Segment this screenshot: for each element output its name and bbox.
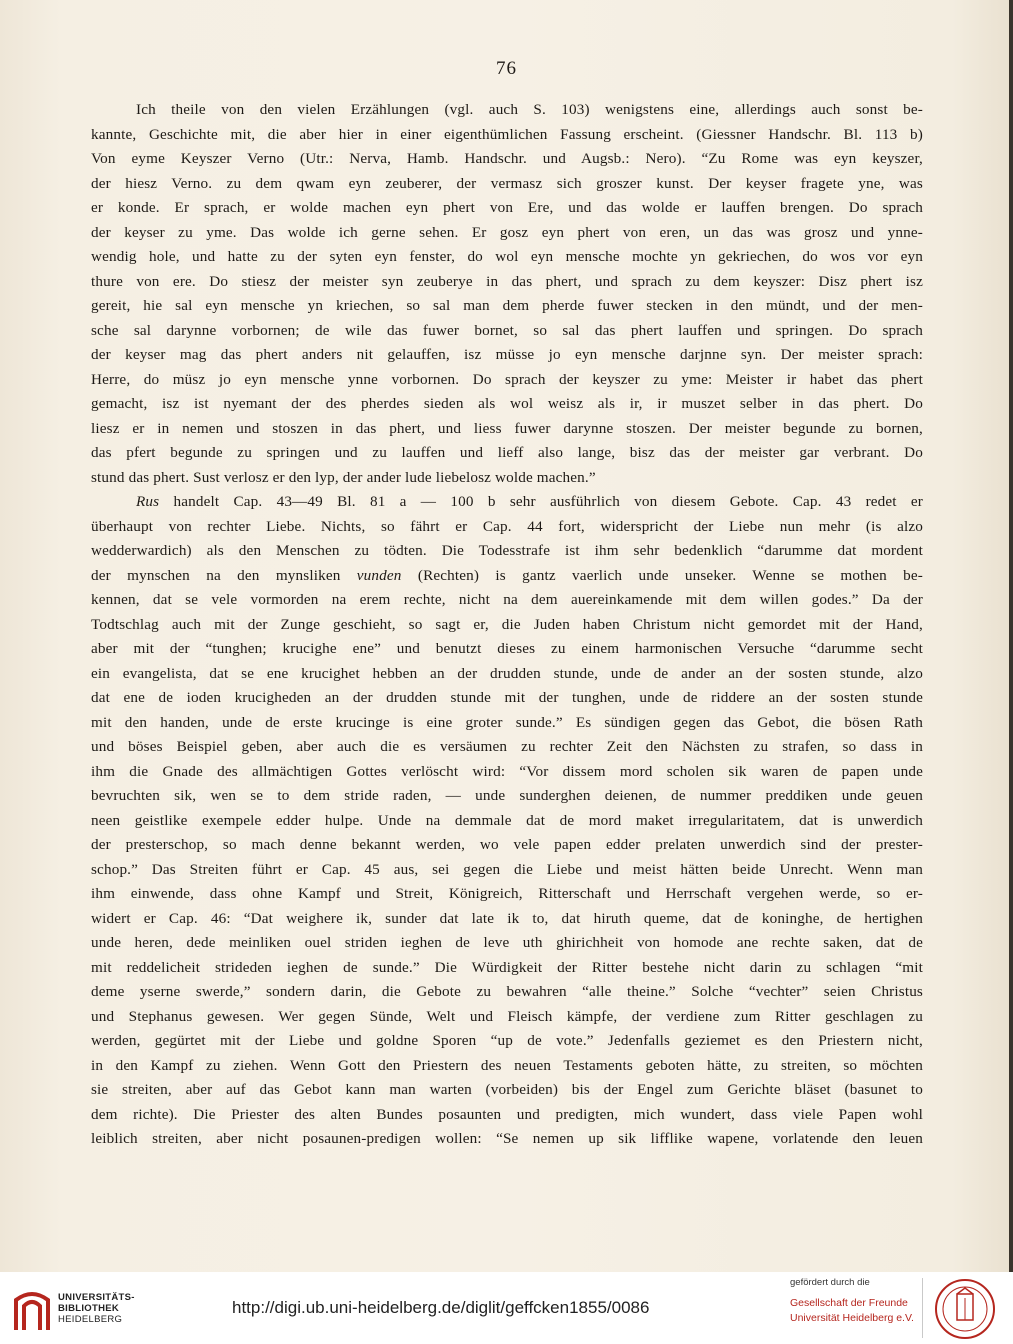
text-line: widert er Cap. 46: “Dat weighere ik, sunder dat late ik to, dat hiruth queme, dat de koninghe, de hertighen	[91, 909, 923, 927]
library-name-line-3: HEIDELBERG	[58, 1314, 123, 1325]
page-number: 76	[496, 58, 517, 79]
italic-author-name: Rus	[136, 493, 160, 510]
sponsor-label: gefördert durch die	[790, 1277, 870, 1288]
text-line-rest: handelt Cap. 43—49 Bl. 81 a — 100 b sehr ausführlich von diesem Gebote. Cap. 43 redet er	[173, 493, 923, 510]
text-line: und Stephanus gewesen. Wer gegen Sünde, Welt und Fleisch kämpfe, der verdiene zum Ritter geschlagen zu	[91, 1007, 923, 1025]
text-line: thure von ere. Do stiesz der meister syn zeuberye in das phert, und sprach zu dem keyszer: Disz phert isz	[91, 272, 923, 290]
text-line: kennen, dat se vele vormorden na erem rechte, nicht na dem auereinkamende mit dem willen godes.” Da der	[91, 591, 923, 608]
text-line: deme yserne swerde,” sondern darin, die Gebote zu bewahren “alle theine.” Solche “vechter” seien Christus	[91, 983, 923, 1000]
text-line: überhaupt von rechter Liebe. Nichts, so fährt er Cap. 44 fort, widerspricht der Liebe nun mehr (is alzo	[91, 517, 923, 535]
text-line: sie streiten, aber auf das Gebot kann man warten (vorbeiden) bis der Engel zum Gerichte bläset (basunet to	[91, 1081, 923, 1098]
text-line: mit den handen, unde de erste krucinge is eine groter sunde.” Es sündigen gegen das Gebot, die bösen Rath	[91, 713, 923, 731]
text-line: stund das phert. Sust verlosz er den lyp, der ander lude liebelosz wolde machen.”	[91, 468, 596, 486]
text-line: bevruchten sik, wen se to dem stride raden, — unde sunderghen deienen, de nummer preddiken unde geuen	[91, 787, 923, 804]
text-line: ihm die Gnade des allmächtigen Gottes verlöscht wird: “Vor dissem mord scholen sik waren de papen unde	[91, 762, 923, 780]
text-line	[91, 1152, 923, 1177]
text-line: liesz er in nemen und stoszen in das phert, und liess fuwer darynne stoszen. Der meister begunde zu bornen,	[91, 419, 923, 437]
university-seal-icon	[933, 1278, 997, 1340]
text-line: Todtschlag auch mit der Zunge geschieht, so sagt er, die Juden haben Christum nicht gemordet mit der Hand,	[91, 615, 923, 633]
text-line	[91, 564, 923, 589]
library-name	[58, 1292, 135, 1325]
text-line-start: der mynschen na den mynsliken	[91, 566, 341, 584]
text-line: dat ene de ioden krucigheden an der drudden stunde mit der tunghen, unde de riddere an der sosten stunde	[91, 689, 923, 706]
permalink-url[interactable]: http://digi.ub.uni-heidelberg.de/diglit/geffcken1855/0086	[232, 1298, 650, 1317]
text-line: der hiesz Verno. zu dem qwam eyn zeuberer, der vermasz sich groszer kunst. Der keyser fragete yne, was	[91, 174, 923, 192]
text-line: gereit, hie sal eyn mensche yn kriechen, so sal man dem pherde fuwer stecken in den mündt, und der men-	[91, 297, 923, 314]
text-line: werden, gegürtet mit der Liebe und goldne Sporen “up de vote.” Jedenfalls geziemet es den Priestern nicht,	[91, 1032, 923, 1049]
text-line: Ich theile von den vielen Erzählungen (vgl. auch S. 103) wenigstens eine, allerdings auch sonst be-	[136, 101, 923, 118]
text-line: kannte, Geschichte mit, die aber hier in einer eigenthümlichen Fassung erscheint. (Giessner Handschr. Bl. 113 b)	[91, 125, 923, 143]
body-text	[91, 98, 923, 1176]
text-line: sche sal darynne vorbornen; de wile das fuwer bornet, so sal das phert lauffen und springen. Do sprach	[91, 321, 923, 339]
italic-term: vunden	[356, 566, 402, 584]
text-line-rest: (Rechten) is gantz vaerlich unde unseker. Wenne se mothen be-	[417, 566, 923, 584]
text-line: er konde. Er sprach, er wolde machen eyn phert von Ere, und das wolde er lauffen brengen. Do sprach	[91, 199, 923, 216]
library-name-line-1: UNIVERSITÄTS-	[58, 1292, 135, 1303]
text-line: ihm einwende, dass ohne Kampf und Streit, Königreich, Ritterschaft und Herrschaft vergehen werde, so er-	[91, 885, 923, 902]
text-line: leiblich streiten, aber nicht posaunen-predigen wollen: “Se nemen up sik lifflike wapene, vorlatende den leuen	[91, 1130, 923, 1147]
text-line: Herre, do müsz jo eyn mensche ynne vorbornen. Do sprach der keyszer zu yme: Meister ir habet das phert	[91, 370, 923, 388]
sponsor-name-line-2: Universität Heidelberg e.V.	[790, 1312, 914, 1324]
text-line: wedderwardich) als den Menschen zu tödten. Die Todesstrafe ist ihm sehr bedenklich “darumme dat mordent	[91, 542, 923, 559]
text-line: dem richte). Die Priester des alten Bundes posaunten und predigten, mich wundert, dass viele Papen wohl	[91, 1105, 923, 1123]
text-line: wendig hole, und hatte zu der syten eyn fenster, do wol eyn mensche mochte yn gekriechen, do wos vor eyn	[91, 248, 923, 265]
text-line: das pfert begunde zu springen und zu lauffen und lieff also lange, bisz das der meister gar verbrant. Do	[91, 444, 923, 461]
sponsor-name	[790, 1296, 914, 1326]
footer-bar	[0, 1272, 1013, 1344]
text-line: und böses Beispiel geben, aber auch die es versäumen zu rechter Zeit den Nächsten zu strafen, so dass in	[91, 738, 923, 755]
text-line: der keyser zu yme. Das wolde ich gerne sehen. Er gosz eyn phert von eren, un das was grosz und ynne-	[91, 223, 923, 241]
text-line: neen geistlike exempele edder hulpe. Unde na demmale dat de mord maket irregularitatem, dat is unwerdich	[91, 811, 923, 829]
page-edge	[1009, 0, 1013, 1272]
text-line: der presterschop, so mach denne bekannt werden, wo vele papen edder prelaten unwerdich sind der prester-	[91, 836, 923, 853]
text-line: schop.” Das Streiten führt er Cap. 45 aus, sei gegen die Liebe und meist hätten beide Unrecht. Wenn man	[91, 860, 923, 878]
text-line: ein evangelista, dat se ene krucighet hebben an der drudden stunde, unde de ander an der sosten stunde, alzo	[91, 664, 923, 682]
text-line: der keyser mag das phert anders nit gelauffen, isz müsse jo eyn mensche darjnne syn. Der meister sprach:	[91, 346, 923, 363]
sponsor-name-line-1: Gesellschaft der Freunde	[790, 1297, 908, 1309]
text-line: gemacht, isz ist nyemant der des pherdes sieden als wol weisz als ir, ir muszet selber in das phert. Do	[91, 395, 923, 412]
text-line: Von eyme Keyszer Verno (Utr.: Nerva, Hamb. Handschr. und Augsb.: Nero). “Zu Rome was eyn keyszer,	[91, 150, 923, 167]
divider	[922, 1278, 923, 1338]
text-line: unde heren, dede meinliken ouel striden ieghen de leve uth ghirichheit von homode ane rechte saken, dat de	[91, 934, 923, 951]
text-line: aber mit der “tunghen; krucighe ene” und benutzt dieses zu einem harmonischen Versuche “darumme secht	[91, 640, 923, 657]
library-name-line-2: BIBLIOTHEK	[58, 1303, 120, 1314]
university-library-logo-icon	[10, 1286, 54, 1334]
text-line: mit reddelicheit strideden ieghen de sunde.” Die Würdigkeit der Ritter bestehe nicht darin zu schlagen “mit	[91, 958, 923, 976]
text-line	[91, 490, 923, 515]
text-line: in den Kampf zu ziehen. Wenn Gott den Priestern des neuen Testaments geboten hätte, zu streiten, so möchten	[91, 1056, 923, 1074]
